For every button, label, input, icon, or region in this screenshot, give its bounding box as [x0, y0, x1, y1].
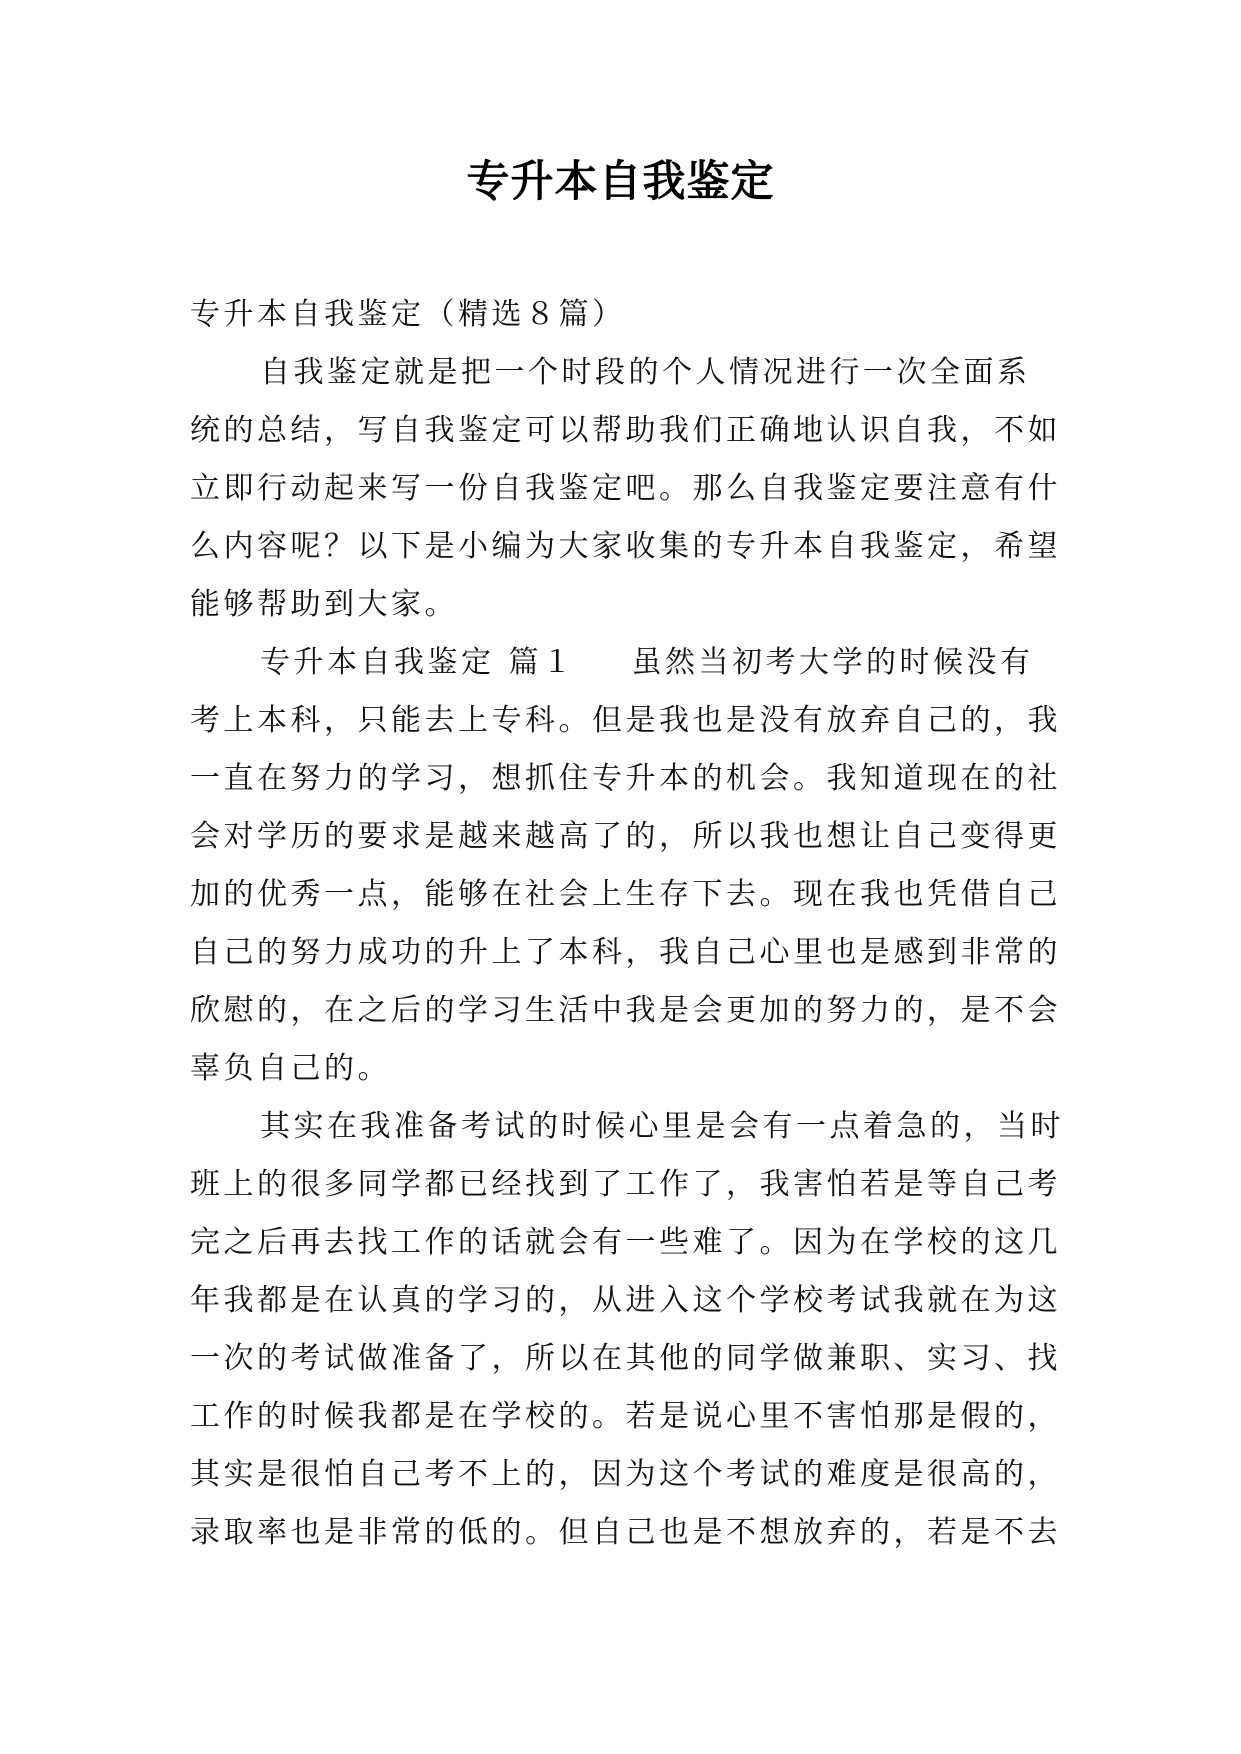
section-line: 自己的努力成功的升上了本科，我自己心里也是感到非常的 — [190, 935, 1061, 970]
section-line: 欣慰的，在之后的学习生活中我是会更加的努力的，是不会 — [190, 993, 1061, 1028]
section-heading: 专升本自我鉴定 — [260, 645, 495, 680]
paragraph-line: 一次的考试做准备了，所以在其他的同学做兼职、实习、找 — [190, 1341, 1061, 1376]
paragraph-line: 年我都是在认真的学习的，从进入这个学校考试我就在为这 — [190, 1283, 1061, 1318]
section-number: 篇１ — [508, 645, 576, 680]
paragraph-line: 录取率也是非常的低的。但自己也是不想放弃的，若是不去 — [190, 1515, 1061, 1550]
section-heading-line — [190, 634, 1050, 692]
paragraph-line: 其实是很怕自己考不上的，因为这个考试的难度是很高的， — [190, 1457, 1061, 1492]
intro-line: 统的总结，写自我鉴定可以帮助我们正确地认识自我，不如 — [190, 413, 1061, 448]
section-line: 考上本科，只能去上专科。但是我也是没有放弃自己的，我 — [190, 703, 1061, 738]
paragraph-line: 工作的时候我都是在学校的。若是说心里不害怕那是假的， — [190, 1399, 1061, 1434]
paragraph-line: 班上的很多同学都已经找到了工作了，我害怕若是等自己考 — [190, 1167, 1061, 1202]
intro-line: 自我鉴定就是把一个时段的个人情况进行一次全面系 — [260, 355, 1031, 390]
document-body — [190, 286, 1064, 1562]
section-line: 一直在努力的学习，想抓住专升本的机会。我知道现在的社 — [190, 761, 1061, 796]
document-title: 专升本自我鉴定 — [466, 157, 775, 207]
section-line: 辜负自己的。 — [190, 1051, 391, 1086]
section-first-line-text: 虽然当初考大学的时候没有 — [631, 645, 1034, 680]
section-line: 加的优秀一点，能够在社会上生存下去。现在我也凭借自己 — [190, 877, 1061, 912]
paragraph-line: 完之后再去找工作的话就会有一些难了。因为在学校的这几 — [190, 1225, 1061, 1260]
paragraph-line: 其实在我准备考试的时候心里是会有一点着急的，当时 — [260, 1109, 1064, 1144]
intro-line: 么内容呢？以下是小编为大家收集的专升本自我鉴定，希望 — [190, 529, 1061, 564]
section-line: 会对学历的要求是越来越高了的，所以我也想让自己变得更 — [190, 819, 1061, 854]
intro-line: 能够帮助到大家。 — [190, 587, 458, 622]
document-subtitle: 专升本自我鉴定（精选８篇） — [190, 297, 626, 332]
intro-line: 立即行动起来写一份自我鉴定吧。那么自我鉴定要注意有什 — [190, 471, 1061, 506]
